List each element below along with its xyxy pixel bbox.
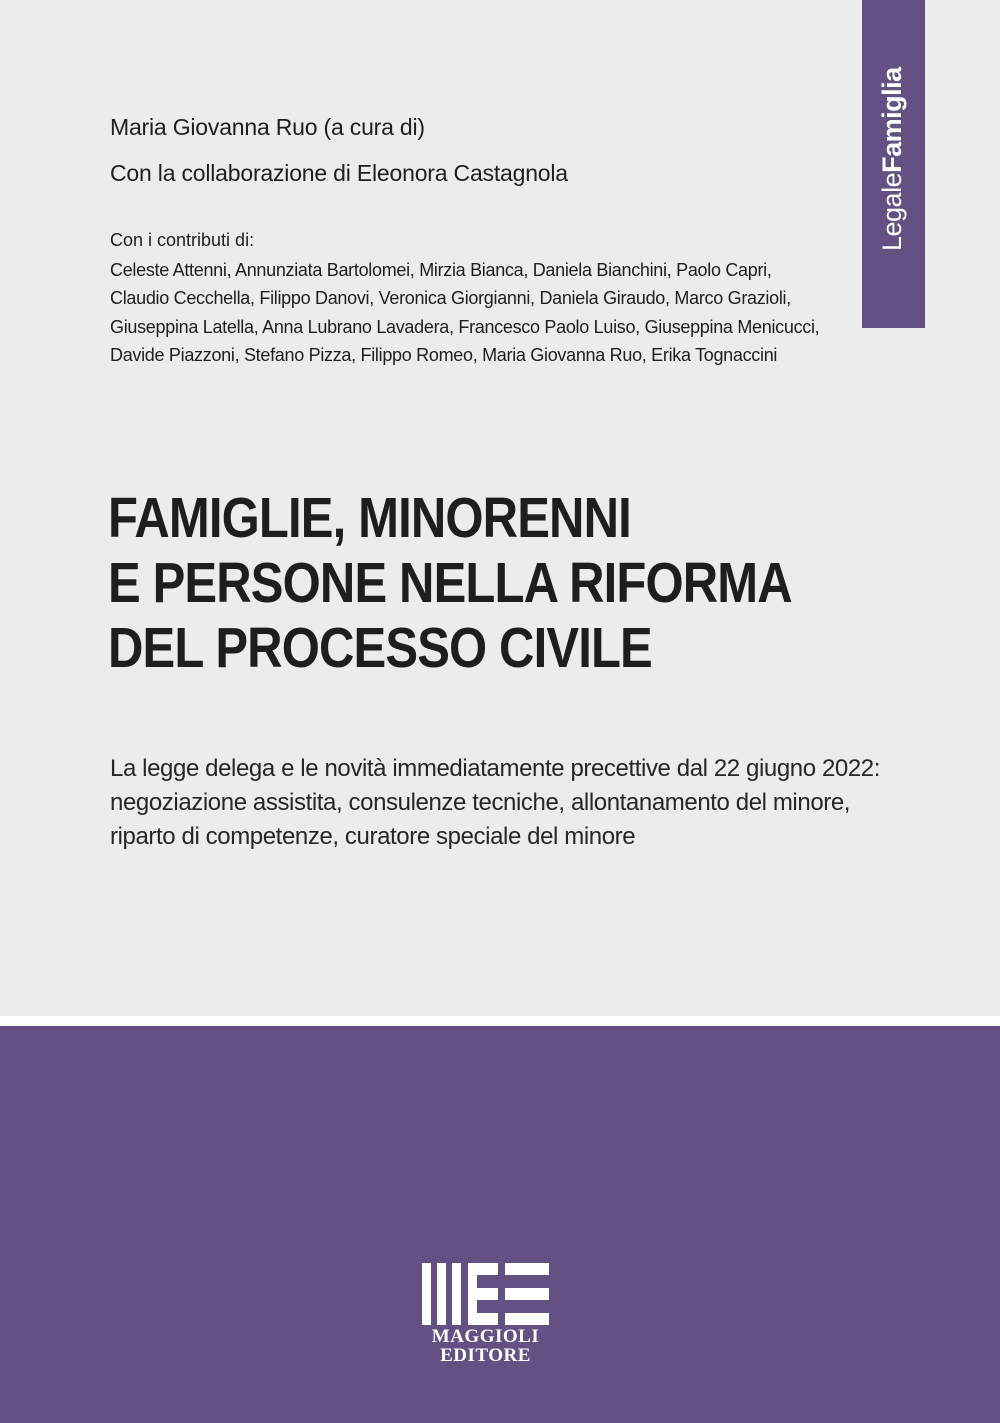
title-line: FAMIGLIE, MINORENNI xyxy=(108,486,631,550)
collaboration-credit: Con la collaborazione di Eleonora Castagnola xyxy=(110,160,568,186)
editor-credit: Maria Giovanna Ruo (a cura di) xyxy=(110,114,425,140)
book-subtitle xyxy=(110,752,930,854)
title-line: DEL PROCESSO CIVILE xyxy=(108,616,652,680)
white-divider-line xyxy=(0,1016,1000,1026)
title-line: E PERSONE NELLA RIFORMA xyxy=(108,551,792,615)
subtitle-line: riparto di competenze, curatore speciale del minore xyxy=(110,823,636,850)
subtitle-line: negoziazione assistita, consulenze tecniche, allontanamento del minore, xyxy=(110,789,851,816)
credits-block xyxy=(110,112,850,369)
maggioli-logo-icon xyxy=(418,1263,553,1325)
publisher-name: MAGGIOLI xyxy=(431,1326,540,1347)
series-label xyxy=(879,67,906,251)
contributors-line: Giuseppina Latella, Anna Lubrano Lavadera, Francesco Paolo Luiso, Giuseppina Menicucci, xyxy=(110,316,820,337)
publisher-logo xyxy=(418,1263,553,1373)
contributors-heading: Con i contributi di: xyxy=(110,230,255,250)
series-tab xyxy=(862,0,925,328)
series-label-part2: Famiglia xyxy=(877,67,907,173)
publisher-name-line2: EDITORE xyxy=(440,1345,531,1366)
contributors-line: Claudio Cecchella, Filippo Danovi, Veronica Giorgianni, Daniela Giraudo, Marco Grazioli, xyxy=(110,288,791,309)
contributors-line: Davide Piazzoni, Stefano Pizza, Filippo Romeo, Maria Giovanna Ruo, Erika Tognaccini xyxy=(110,344,778,365)
contributors-list xyxy=(110,256,850,369)
series-label-part1: Legale xyxy=(877,172,907,251)
contributors-line: Celeste Attenni, Annunziata Bartolomei, Mirzia Bianca, Daniela Bianchini, Paolo Capri, xyxy=(110,260,772,280)
book-title xyxy=(108,486,848,681)
subtitle-line: La legge delega e le novità immediatamente precettive dal 22 giugno 2022: xyxy=(110,755,881,782)
